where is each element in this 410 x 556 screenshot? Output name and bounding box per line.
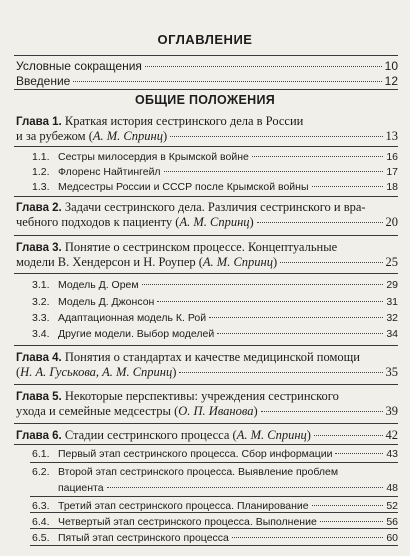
toc-chapter-6[interactable]: Глава 6. Стадии сестринского процесса (А. М. Спринц) 42 bbox=[16, 428, 398, 442]
toc-sub-6-2[interactable]: 6.2. Второй этап сестринского процесса. Выявление проблем bbox=[32, 466, 339, 478]
rule-front bbox=[14, 89, 398, 90]
rule bbox=[30, 512, 398, 513]
toc-chapter-1[interactable]: Глава 1. Краткая история сестринского дела в России bbox=[16, 114, 304, 128]
toc-sub-6-5[interactable]: 6.5. Пятый этап сестринского процесса 60 bbox=[32, 532, 398, 544]
toc-entry-abbreviations[interactable]: Условные сокращения 10 bbox=[16, 59, 398, 73]
rule bbox=[14, 423, 398, 424]
toc-chapter-4[interactable]: Глава 4. Понятия о стандартах и качестве медицинской помощи bbox=[16, 350, 360, 364]
toc-sub-6-1[interactable]: 6.1. Первый этап сестринского процесса. Сбор информации 43 bbox=[32, 448, 398, 460]
rule bbox=[14, 345, 398, 346]
toc-sub-3-1[interactable]: 3.1. Модель Д. Орем 29 bbox=[32, 279, 398, 291]
toc-sub-1-2[interactable]: 1.2. Флоренс Найтингейл 17 bbox=[32, 166, 398, 178]
rule bbox=[30, 462, 398, 463]
rule bbox=[14, 146, 398, 147]
toc-sub-6-3[interactable]: 6.3. Третий этап сестринского процесса. Планирование 52 bbox=[32, 500, 398, 512]
rule bbox=[30, 496, 398, 497]
toc-entry-introduction[interactable]: Введение 12 bbox=[16, 74, 398, 88]
rule-top bbox=[14, 55, 398, 56]
toc-sub-1-3[interactable]: 1.3. Медсестры России и СССР после Крымской войны 18 bbox=[32, 181, 398, 193]
toc-sub-3-2[interactable]: 3.2. Модель Д. Джонсон 31 bbox=[32, 296, 398, 308]
toc-sub-6-2-cont[interactable]: пациента 48 bbox=[58, 482, 398, 494]
rule bbox=[14, 384, 398, 385]
toc-chapter-2[interactable]: Глава 2. Задачи сестринского дела. Различия сестринского и вра- bbox=[16, 200, 366, 214]
toc-chapter-5-cont[interactable]: ухода и семейные медсестры (О. П. Иванова) 39 bbox=[16, 404, 398, 418]
toc-chapter-1-cont[interactable]: и за рубежом (А. М. Спринц) 13 bbox=[16, 129, 398, 143]
toc-chapter-5[interactable]: Глава 5. Некоторые перспективы: учреждения сестринского bbox=[16, 389, 339, 403]
toc-chapter-3[interactable]: Глава 3. Понятие о сестринском процессе. Концептуальные bbox=[16, 240, 338, 254]
toc-sub-3-3[interactable]: 3.3. Адаптационная модель К. Рой 32 bbox=[32, 312, 398, 324]
toc-title: ОГЛАВЛЕНИЕ bbox=[157, 32, 253, 47]
rule bbox=[30, 545, 398, 546]
toc-sub-6-4[interactable]: 6.4. Четвертый этап сестринского процесса. Выполнение 56 bbox=[32, 516, 398, 528]
section-title: ОБЩИЕ ПОЛОЖЕНИЯ bbox=[134, 93, 276, 107]
toc-chapter-4-cont[interactable]: (Н. А. Гуськова, А. М. Спринц) 35 bbox=[16, 365, 398, 379]
toc-chapter-3-cont[interactable]: модели В. Хендерсон и Н. Роупер (А. М. Спринц) 25 bbox=[16, 255, 398, 269]
toc-sub-1-1[interactable]: 1.1. Сестры милосердия в Крымской войне 16 bbox=[32, 151, 398, 163]
rule bbox=[14, 273, 398, 274]
toc-chapter-2-cont[interactable]: чебного подходов к пациенту (А. М. Спринц) 20 bbox=[16, 215, 398, 229]
rule bbox=[30, 528, 398, 529]
rule bbox=[14, 196, 398, 197]
rule bbox=[14, 235, 398, 236]
toc-sub-3-4[interactable]: 3.4. Другие модели. Выбор моделей 34 bbox=[32, 328, 398, 340]
rule bbox=[14, 444, 398, 445]
